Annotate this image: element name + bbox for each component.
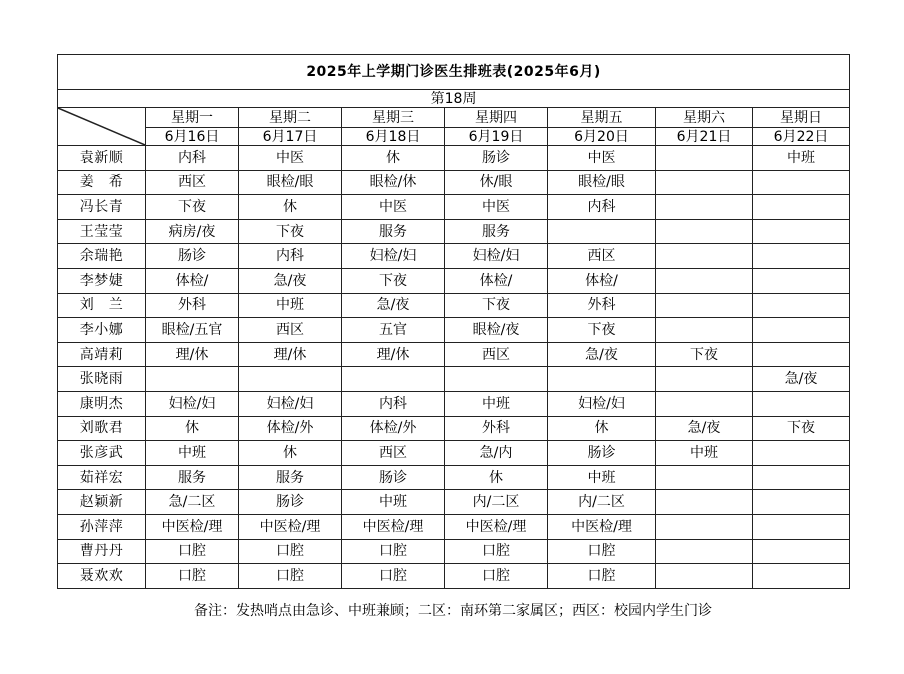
shift-cell: 中班	[656, 441, 753, 466]
shift-cell: 体检/	[445, 268, 548, 293]
shift-cell: 妇检/妇	[146, 391, 239, 416]
shift-cell: 下夜	[342, 268, 445, 293]
shift-cell: 口腔	[445, 564, 548, 589]
shift-cell: 服务	[239, 465, 342, 490]
shift-cell: 理/休	[146, 342, 239, 367]
doctor-name: 王莹莹	[58, 219, 146, 244]
shift-cell: 口腔	[342, 539, 445, 564]
shift-cell: 急/二区	[146, 490, 239, 515]
doctor-name: 张晓雨	[58, 367, 146, 392]
shift-cell: 口腔	[146, 539, 239, 564]
shift-cell	[656, 318, 753, 343]
shift-cell: 肠诊	[445, 146, 548, 171]
shift-cell: 中医检/理	[445, 514, 548, 539]
shift-cell: 肠诊	[146, 244, 239, 269]
shift-cell	[656, 219, 753, 244]
shift-cell	[656, 539, 753, 564]
shift-cell	[656, 490, 753, 515]
shift-cell	[146, 367, 239, 392]
shift-cell	[753, 441, 850, 466]
doctor-name: 高靖莉	[58, 342, 146, 367]
doctor-name: 李小娜	[58, 318, 146, 343]
day-name-header: 星期四	[445, 108, 548, 128]
shift-cell: 休	[342, 146, 445, 171]
shift-cell: 体检/	[548, 268, 656, 293]
shift-cell	[656, 268, 753, 293]
shift-cell	[753, 170, 850, 195]
doctor-name: 聂欢欢	[58, 564, 146, 589]
shift-cell: 中医检/理	[146, 514, 239, 539]
table-row	[58, 416, 850, 441]
doctor-name: 冯长青	[58, 195, 146, 220]
shift-cell: 中医检/理	[342, 514, 445, 539]
shift-cell	[753, 342, 850, 367]
shift-cell	[753, 268, 850, 293]
shift-cell: 西区	[342, 441, 445, 466]
shift-cell: 中班	[342, 490, 445, 515]
shift-cell: 下夜	[548, 318, 656, 343]
shift-cell: 眼检/眼	[548, 170, 656, 195]
table-row	[58, 244, 850, 269]
shift-cell: 内/二区	[548, 490, 656, 515]
shift-cell: 急/夜	[239, 268, 342, 293]
table-row	[58, 514, 850, 539]
shift-cell	[753, 293, 850, 318]
shift-cell: 理/休	[342, 342, 445, 367]
shift-cell: 体检/外	[342, 416, 445, 441]
shift-cell	[656, 465, 753, 490]
table-row	[58, 391, 850, 416]
shift-cell	[753, 514, 850, 539]
shift-cell: 下夜	[656, 342, 753, 367]
day-date-header: 6月17日	[239, 128, 342, 146]
shift-cell	[753, 564, 850, 589]
shift-cell: 中医	[548, 146, 656, 171]
page-title: 2025年上学期门诊医生排班表(2025年6月)	[58, 55, 850, 90]
table-row	[58, 465, 850, 490]
doctor-name: 姜 希	[58, 170, 146, 195]
shift-cell: 五官	[342, 318, 445, 343]
shift-cell: 口腔	[342, 564, 445, 589]
shift-cell: 口腔	[239, 564, 342, 589]
shift-cell	[342, 367, 445, 392]
shift-cell: 休	[548, 416, 656, 441]
shift-cell: 内科	[342, 391, 445, 416]
shift-cell: 口腔	[548, 539, 656, 564]
table-row	[58, 564, 850, 589]
shift-cell: 西区	[146, 170, 239, 195]
day-date-header: 6月21日	[656, 128, 753, 146]
doctor-name: 余瑞艳	[58, 244, 146, 269]
table-row	[58, 268, 850, 293]
table-row	[58, 318, 850, 343]
table-row	[58, 219, 850, 244]
doctor-name: 刘歌君	[58, 416, 146, 441]
doctor-name: 曹丹丹	[58, 539, 146, 564]
shift-cell	[239, 367, 342, 392]
shift-cell: 中班	[146, 441, 239, 466]
shift-cell: 口腔	[548, 564, 656, 589]
shift-cell: 下夜	[146, 195, 239, 220]
shift-cell: 中医	[239, 146, 342, 171]
shift-cell: 外科	[445, 416, 548, 441]
shift-cell: 中医检/理	[239, 514, 342, 539]
day-date-header: 6月19日	[445, 128, 548, 146]
footnote: 备注：发热哨点由急诊、中班兼顾；二区：南环第二家属区；西区：校园内学生门诊	[194, 603, 712, 619]
shift-cell: 休	[146, 416, 239, 441]
doctor-name: 康明杰	[58, 391, 146, 416]
shift-cell	[753, 219, 850, 244]
shift-cell: 内科	[239, 244, 342, 269]
doctor-name: 茹祥宏	[58, 465, 146, 490]
shift-cell: 中班	[548, 465, 656, 490]
shift-cell: 下夜	[239, 219, 342, 244]
shift-cell: 体检/外	[239, 416, 342, 441]
day-name-header: 星期六	[656, 108, 753, 128]
table-row	[58, 490, 850, 515]
diagonal-line	[58, 108, 145, 145]
shift-cell: 中医检/理	[548, 514, 656, 539]
shift-cell: 中班	[239, 293, 342, 318]
shift-cell: 妇检/妇	[548, 391, 656, 416]
shift-cell: 下夜	[445, 293, 548, 318]
day-date-header: 6月22日	[753, 128, 850, 146]
shift-cell: 肠诊	[239, 490, 342, 515]
shift-cell: 肠诊	[342, 465, 445, 490]
shift-cell: 妇检/妇	[342, 244, 445, 269]
shift-cell	[753, 244, 850, 269]
shift-cell	[445, 367, 548, 392]
shift-cell: 休	[445, 465, 548, 490]
shift-cell: 中班	[753, 146, 850, 171]
shift-cell: 急/夜	[753, 367, 850, 392]
day-name-header: 星期日	[753, 108, 850, 128]
table-row	[58, 367, 850, 392]
shift-cell	[548, 219, 656, 244]
shift-cell: 休	[239, 441, 342, 466]
shift-cell: 急/夜	[656, 416, 753, 441]
shift-cell	[656, 391, 753, 416]
shift-cell: 急/夜	[548, 342, 656, 367]
table-row	[58, 170, 850, 195]
shift-cell: 内科	[548, 195, 656, 220]
day-name-header: 星期三	[342, 108, 445, 128]
shift-cell: 服务	[445, 219, 548, 244]
shift-cell: 西区	[239, 318, 342, 343]
shift-cell: 休	[239, 195, 342, 220]
shift-cell: 妇检/妇	[445, 244, 548, 269]
table-row	[58, 441, 850, 466]
shift-cell: 眼检/五官	[146, 318, 239, 343]
shift-cell: 病房/夜	[146, 219, 239, 244]
doctor-name: 张彦武	[58, 441, 146, 466]
shift-cell	[656, 367, 753, 392]
shift-cell: 服务	[146, 465, 239, 490]
shift-cell: 外科	[146, 293, 239, 318]
shift-cell: 中医	[342, 195, 445, 220]
doctor-name: 孙萍萍	[58, 514, 146, 539]
shift-cell: 眼检/夜	[445, 318, 548, 343]
table-row	[58, 539, 850, 564]
shift-cell: 西区	[548, 244, 656, 269]
shift-cell: 下夜	[753, 416, 850, 441]
shift-cell: 急/夜	[342, 293, 445, 318]
shift-cell: 妇检/妇	[239, 391, 342, 416]
shift-cell: 理/休	[239, 342, 342, 367]
shift-cell: 西区	[445, 342, 548, 367]
shift-cell: 内科	[146, 146, 239, 171]
shift-cell: 口腔	[146, 564, 239, 589]
table-row	[58, 146, 850, 171]
schedule-table	[57, 54, 850, 589]
doctor-name: 袁新顺	[58, 146, 146, 171]
shift-cell: 内/二区	[445, 490, 548, 515]
shift-cell: 急/内	[445, 441, 548, 466]
shift-cell	[753, 195, 850, 220]
shift-cell	[656, 244, 753, 269]
shift-cell	[548, 367, 656, 392]
shift-cell: 眼检/休	[342, 170, 445, 195]
shift-cell	[656, 514, 753, 539]
week-label: 第18周	[58, 90, 850, 108]
table-row	[58, 342, 850, 367]
doctor-name: 刘 兰	[58, 293, 146, 318]
shift-cell	[753, 539, 850, 564]
shift-cell: 休/眼	[445, 170, 548, 195]
table-row	[58, 293, 850, 318]
shift-cell	[753, 465, 850, 490]
day-date-header: 6月20日	[548, 128, 656, 146]
doctor-name: 李梦婕	[58, 268, 146, 293]
shift-cell	[656, 146, 753, 171]
table-row	[58, 195, 850, 220]
shift-cell	[656, 170, 753, 195]
doctor-name: 赵颖新	[58, 490, 146, 515]
shift-cell	[656, 293, 753, 318]
shift-cell: 口腔	[239, 539, 342, 564]
shift-cell	[753, 391, 850, 416]
shift-cell	[753, 490, 850, 515]
shift-cell	[656, 195, 753, 220]
day-date-header: 6月18日	[342, 128, 445, 146]
day-name-header: 星期一	[146, 108, 239, 128]
day-name-header: 星期五	[548, 108, 656, 128]
shift-cell: 中医	[445, 195, 548, 220]
day-name-header: 星期二	[239, 108, 342, 128]
shift-cell: 体检/	[146, 268, 239, 293]
shift-cell: 肠诊	[548, 441, 656, 466]
shift-cell: 服务	[342, 219, 445, 244]
corner-diagonal-cell	[58, 108, 146, 146]
shift-cell	[656, 564, 753, 589]
shift-cell	[753, 318, 850, 343]
shift-cell: 外科	[548, 293, 656, 318]
shift-cell: 眼检/眼	[239, 170, 342, 195]
day-date-header: 6月16日	[146, 128, 239, 146]
shift-cell: 口腔	[445, 539, 548, 564]
shift-cell: 中班	[445, 391, 548, 416]
